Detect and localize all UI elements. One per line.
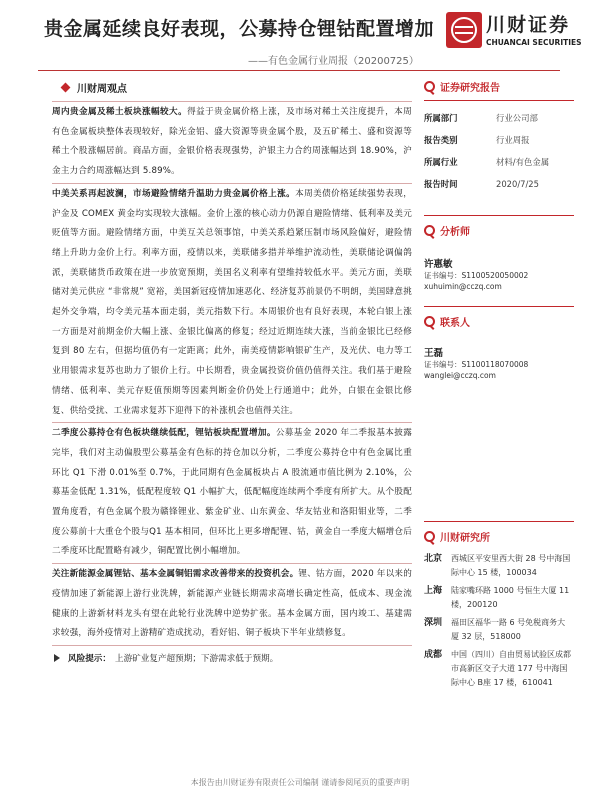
office-shanghai [424,584,574,612]
paragraph-divider [52,422,412,423]
sidebar [424,78,574,694]
sidebar-divider [424,521,574,522]
paragraph-2-lead: 中美关系再起波澜，市场避险情绪升温助力贵金属价格上涨。 [52,188,296,199]
analyst-title: 分析师 [440,226,470,238]
magnifier-icon [424,316,435,327]
info-key: 报告时间 [424,179,458,189]
institute-title: 川财研究所 [440,532,490,544]
contact-name: 王磊 [424,348,444,359]
header-divider [38,70,560,71]
paragraph-3-lead: 二季度公募持仓有色板块继续低配，锂钴板块配置增加。 [52,428,276,439]
office-address: 陆家嘴环路 1000 号恒生大厦 11 楼，200120 [451,586,570,609]
logo-name-cn: 川财证券 [486,14,571,36]
info-row-category [424,129,574,151]
magnifier-icon [424,531,435,542]
paragraph-1-text: 得益于贵金属价格上涨，及市场对稀土关注度提升，本周有色金属板块整体表现较好，除光金铝、盛大资源等贵金属个股，及五矿稀土、盛和资源等稀土个股涨幅居前。商品方面，金银价格表现强势，沪银主力合约周涨幅达到 18.90%，沪金主力合约周涨幅达到 5.89%。 [52,107,412,177]
office-beijing [424,552,574,580]
paragraph-3 [52,424,412,562]
contact-email: wanglei@cczq.com [424,371,496,380]
paragraph-1-lead: 周内贵金属及稀土板块涨幅较大。 [52,107,188,117]
magnifier-icon [424,81,435,92]
office-city: 成都 [424,650,443,660]
info-key: 所属行业 [424,157,458,167]
sidebar-divider [424,215,574,216]
weekly-view-heading [62,80,412,95]
office-city: 深圳 [424,618,443,628]
diamond-bullet-icon [61,83,71,93]
paragraph-4-lead: 关注新能源金属锂钴、基本金属铜铝需求改善带来的投资机会。 [52,569,299,580]
logo-mark-icon [446,12,482,48]
paragraph-divider [52,645,412,646]
contact-title: 联系人 [440,317,470,329]
risk-text: 上游矿业复产超预期；下游需求低于预期。 [114,653,279,664]
office-chengdu [424,648,574,690]
logo-name-en: CHUANCAI SECURITIES [486,38,582,47]
research-report-title: 证券研究报告 [440,82,500,94]
info-row-date [424,173,574,195]
report-title: 贵金属延续良好表现，公募持仓锂钴配置增加 [44,18,435,40]
analyst-name: 许惠敏 [424,259,453,270]
triangle-bullet-icon [54,654,60,662]
research-report-heading [424,78,574,94]
institute-heading [424,528,574,544]
weekly-view-title: 川财周观点 [77,84,127,95]
report-subtitle: ——有色金属行业周报（20200725） [248,56,419,67]
analyst-heading [424,222,574,238]
paragraph-divider [52,183,412,184]
info-value: 材料/有色金属 [496,157,550,167]
info-value: 行业周报 [496,135,530,145]
paragraph-3-text: 公募基金 2020 年二季报基本披露完毕，我们对主动偏股型公募基金有色标的持仓加以分析，二季度公募持仓中有色金属比重环比 Q1 下滑 0.01%至 0.7%，于此同期有色金属板块占 A 股流通市值比例为 2.10%，公募基金低配 1.31%，低配程度较 Q1 小幅扩大，低配幅度连续两个季度有所扩大。从个股配置角度看，有色金属个股为赣锋锂业、紫金矿业、山东黄金、华友钴业和洛阳钼业等，二季度公募前十大重仓个股与Q1 基本相同，但环比上更多增配锂、钴，黄金自一季度大幅增仓后二季度环比配置略有减少，铜配置比例小幅增加。 [52,428,412,557]
main-column [52,80,412,664]
office-address: 福田区福华一路 6 号免税商务大厦 32 层，518000 [451,618,566,641]
paragraph-4 [52,565,412,644]
sidebar-divider [424,306,574,307]
info-value: 2020/7/25 [496,179,539,189]
info-value: 行业公司部 [496,113,538,123]
contact-cert: 证书编号：S1100118070008 [424,360,529,369]
risk-warning [52,652,412,664]
magnifier-icon [424,225,435,236]
office-city: 上海 [424,586,443,596]
office-address: 西城区平安里西大街 28 号中海国际中心 15 楼，100034 [451,554,571,577]
info-row-industry [424,151,574,173]
section-divider [52,101,412,102]
paragraph-divider [52,563,412,564]
analyst-cert: 证书编号：S1100520050002 [424,271,529,280]
office-address: 中国（四川）自由贸易试验区成都市高新区交子大道 177 号中海国际中心 B座 17 楼，610041 [451,650,571,687]
contact-heading [424,313,574,329]
info-key: 所属部门 [424,113,458,123]
office-city: 北京 [424,554,443,564]
page-footer: 本报告由川财证券有限责任公司编制 谨请参阅尾页的重要声明 [190,778,410,787]
analyst-email: xuhuimin@cczq.com [424,282,502,291]
paragraph-2 [52,185,412,421]
info-key: 报告类别 [424,135,458,145]
risk-label: 风险提示： [68,653,111,664]
paragraph-4-text: 锂、钴方面，2020 年以来的疫情加速了新能源上游行业洗牌，新能源产业链长期需求高增长确定性高，低成本、现金流健康的上游新材料龙头有望在此轮行业洗牌中逆势扩张。基本金属方面，国内竣工、基建需求较强，海外疫情对上游精矿造成扰动，看好铝、铜子板块下半年业绩修复。 [52,569,412,639]
company-logo [446,10,582,52]
office-shenzhen [424,616,574,644]
paragraph-2-text: 本周美债价格延续强势表现，沪金及 COMEX 黄金均实现较大涨幅。金价上涨的核心动力仍源自避险情绪、低利率及美元贬值等方面。避险情绪方面，中美互关总领事馆，中美关系趋紧压制市场风险偏好，避险情绪上升助力金价上行。利率方面，疫情以来，美联储多措并举维护流动性，美联储论调偏鸽派，美联储货币政策在进一步放宽预期，美国名义利率有望维持较低水平。美元方面，美联储对美元供应 “非常规” 宽裕，美国新冠疫情加速恶化、经济复苏前景仍不明朗，美国肆意挑起外交争端，均令美元基本面走弱，美元指数下行。本周银价也有良好表现，本轮白银上涨一方面是对前期金价大幅上涨、金银比偏离的修复；经过近期连续大涨，当前金银比已经修复到 80 左右，但据均值仍有一定距离；此外，南美疫情影响银矿生产，及光伏、电力等工业用银需求复苏也助力了银价上行。中长期看，贵金属投资价值仍值得关注。我们基于避险情绪、低利率、美元存贬值预期等因素判断金价仍处上行通道中；此外，白银在金银比修复、供给受扰、工业需求复苏下迎得下的补涨机会也值得关注。 [52,188,412,416]
sidebar-divider [424,100,574,101]
info-row-department [424,107,574,129]
paragraph-1 [52,103,412,182]
